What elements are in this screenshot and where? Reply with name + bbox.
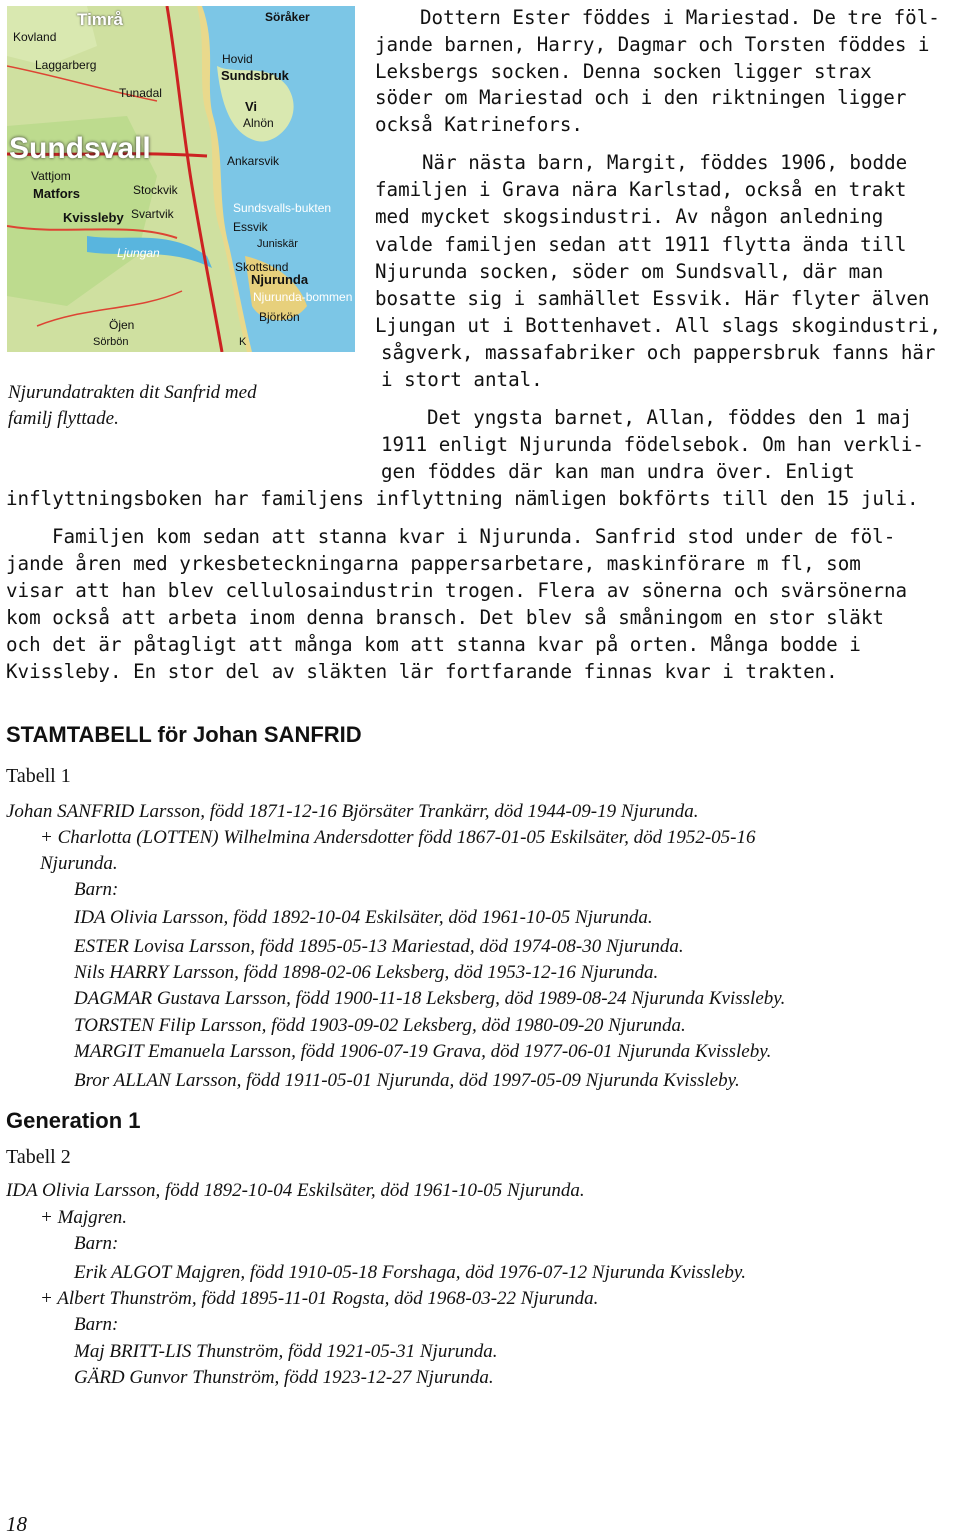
text-line: sågverk, massafabriker och pappersbruk fanns här	[381, 341, 936, 364]
generation-heading: Generation 1	[6, 1108, 141, 1133]
child-entry: Nils HARRY Larsson, född 1898-02-06 Leksberg, död 1953-12-16 Njurunda.	[74, 962, 659, 983]
table-label: Tabell 2	[6, 1146, 71, 1168]
map-label: Njurunda	[251, 272, 309, 287]
map-label: Sundsvall	[9, 132, 151, 165]
text-line: 1911 enligt Njurunda födelsebok. Om han verkli-	[381, 433, 924, 456]
text-line: och det är påtagligt att många kom att stanna kvar på orten. Många bodde i	[6, 633, 861, 656]
text-line: inflyttningsboken har familjens inflyttning nämligen bokförts till den 15 juli.	[6, 487, 919, 510]
map-label: Öjen	[109, 318, 135, 332]
child-entry: DAGMAR Gustava Larsson, född 1900-11-18 Leksberg, död 1989-08-24 Njurunda Kvissleby.	[74, 988, 786, 1009]
person-entry: Johan SANFRID Larsson, född 1871-12-16 Björsäter Trankärr, död 1944-09-19 Njurunda.	[6, 801, 699, 822]
map-label: Hovid	[222, 52, 253, 66]
map-label: Sundsvalls-bukten	[233, 201, 332, 215]
map-label: Alnön	[243, 116, 274, 130]
child-entry: Erik ALGOT Majgren, född 1910-05-18 Forshaga, död 1976-07-12 Njurunda Kvissleby.	[74, 1262, 747, 1283]
text-line: med mycket skogsindustri. Av någon anledning	[375, 205, 884, 228]
spouse-entry: Njurunda.	[40, 853, 118, 874]
text-line: i stort antal.	[381, 368, 543, 391]
text-line: också Katrinefors.	[375, 113, 583, 136]
map-label: Tunadal	[119, 86, 162, 100]
barn-label: Barn:	[74, 1314, 119, 1335]
map-label: Söråker	[265, 10, 310, 24]
text-line: kom också att arbeta inom denna bransch. Det blev så småningom en stor släkt	[6, 606, 884, 629]
child-entry: Bror ALLAN Larsson, född 1911-05-01 Njurunda, död 1997-05-09 Njurunda Kvissleby.	[74, 1070, 740, 1091]
person-entry: IDA Olivia Larsson, född 1892-10-04 Eskilsäter, död 1961-10-05 Njurunda.	[6, 1180, 585, 1201]
text-line: jande åren med yrkesbeteckningarna pappersarbetare, maskinförare m fl, som	[6, 552, 861, 575]
text-line: gen föddes där kan man undra över. Enligt	[381, 460, 855, 483]
map-label: Kovland	[13, 30, 57, 44]
child-entry: Maj BRITT-LIS Thunström, född 1921-05-31 Njurunda.	[74, 1341, 498, 1362]
map-caption-line: Njurundatrakten dit Sanfrid med	[8, 382, 257, 403]
text-line: jande barnen, Harry, Dagmar och Torsten föddes i	[375, 33, 930, 56]
text-line: Njurunda socken, söder om Sundsvall, där man	[375, 260, 884, 283]
text-line: Leksbergs socken. Denna socken ligger strax	[375, 60, 872, 83]
text-line: valde familjen sedan att 1911 flytta ända till	[375, 233, 907, 256]
barn-label: Barn:	[74, 879, 119, 900]
spouse-entry: + Majgren.	[40, 1207, 128, 1228]
text-line: När nästa barn, Margit, föddes 1906, bodde	[422, 151, 908, 174]
map-label: Timrå	[77, 10, 123, 29]
map-image	[7, 6, 355, 352]
text-line: familjen i Grava nära Karlstad, också en trakt	[375, 178, 907, 201]
map-label: Ljungan	[117, 246, 160, 260]
text-line: Ljungan ut i Bottenhavet. All slags skogindustri,	[375, 314, 942, 337]
map-label: Njurunda-bommen	[253, 290, 353, 304]
text-line: söder om Mariestad och i den riktningen ligger	[375, 86, 907, 109]
child-entry: TORSTEN Filip Larsson, född 1903-09-02 Leksberg, död 1980-09-20 Njurunda.	[74, 1015, 686, 1036]
text-line: bosatte sig i samhället Essvik. Här flyter älven	[375, 287, 930, 310]
map-label: Sörbön	[93, 336, 129, 348]
map-label: Björkön	[259, 310, 300, 324]
table-label: Tabell 1	[6, 765, 71, 787]
child-entry: ESTER Lovisa Larsson, född 1895-05-13 Mariestad, död 1974-08-30 Njurunda.	[74, 936, 684, 957]
spouse-entry: + Albert Thunström, född 1895-11-01 Rogsta, död 1968-03-22 Njurunda.	[40, 1288, 599, 1309]
text-line: Familjen kom sedan att stanna kvar i Njurunda. Sanfrid stod under de föl-	[52, 525, 896, 548]
map-caption-line: familj flyttade.	[8, 408, 119, 429]
text-line: Det yngsta barnet, Allan, föddes den 1 maj	[427, 406, 913, 429]
map-label: Vi	[245, 99, 258, 114]
map-label: Ankarsvik	[227, 154, 280, 168]
map-label: Juniskär	[257, 238, 298, 250]
barn-label: Barn:	[74, 1233, 119, 1254]
map-label: Kvissleby	[63, 210, 124, 225]
text-line: Dottern Ester föddes i Mariestad. De tre föl-	[420, 6, 940, 29]
page-number: 18	[6, 1512, 27, 1536]
map-label: Skottsund	[235, 260, 289, 274]
map-label: Matfors	[33, 186, 80, 201]
spouse-entry: + Charlotta (LOTTEN) Wilhelmina Andersdotter född 1867-01-05 Eskilsäter, död 1952-05-16	[40, 827, 756, 848]
text-line: Kvissleby. En stor del av släkten lär fortfarande finnas kvar i trakten.	[6, 660, 838, 683]
text-line: visar att han blev cellulosaindustrin trogen. Flera av sönerna och svärsönerna	[6, 579, 908, 602]
map-label: Svartvik	[131, 207, 174, 221]
map-label: Vattjom	[31, 169, 71, 183]
map-label: Laggarberg	[35, 58, 97, 72]
child-entry: MARGIT Emanuela Larsson, född 1906-07-19 Grava, död 1977-06-01 Njurunda Kvissleby.	[74, 1041, 772, 1062]
child-entry: IDA Olivia Larsson, född 1892-10-04 Eskilsäter, död 1961-10-05 Njurunda.	[74, 907, 653, 928]
child-entry: GÄRD Gunvor Thunström, född 1923-12-27 Njurunda.	[74, 1367, 494, 1388]
map-label: Stockvik	[133, 183, 178, 197]
map-label: Sundsbruk	[221, 68, 289, 83]
map-label: Essvik	[233, 220, 268, 234]
map-label: K	[239, 336, 247, 348]
section-heading: STAMTABELL för Johan SANFRID	[6, 722, 362, 747]
